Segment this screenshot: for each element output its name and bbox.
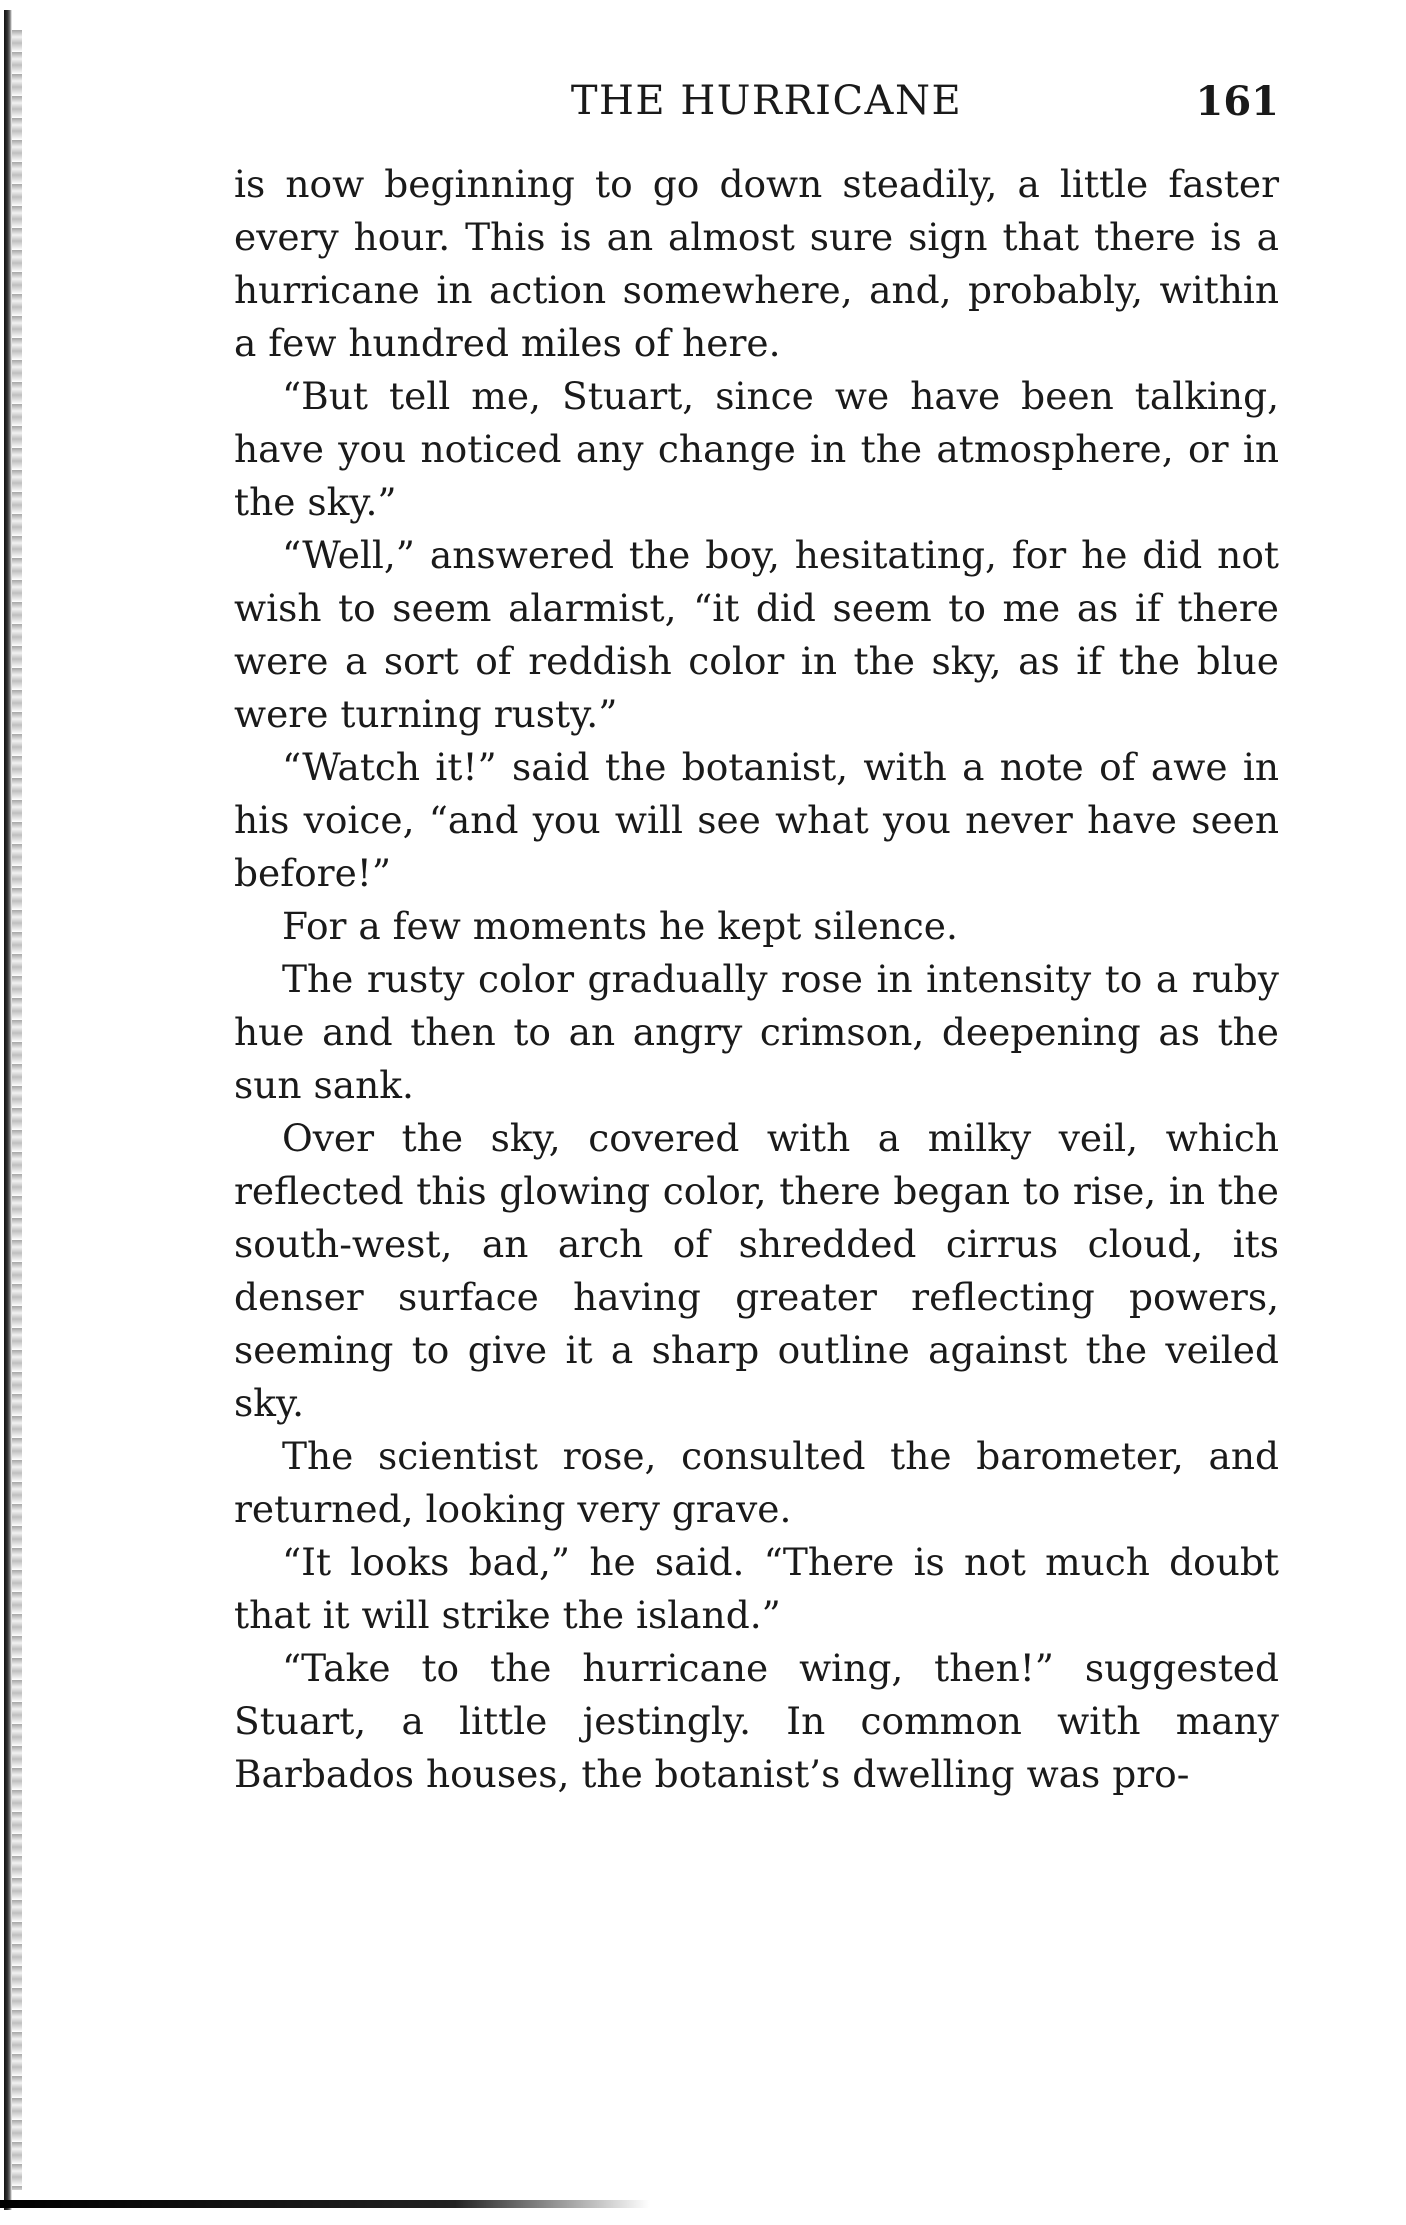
paragraph: “It looks bad,” he said. “There is not much doubt that it will strike the island.”: [234, 1540, 1279, 1637]
paragraph: “But tell me, Stuart, since we have been talking, have you noticed any change in the atmosphere, or in the sky.”: [234, 374, 1279, 524]
page-bottom-shadow: [0, 2200, 650, 2208]
page-number: 161: [1195, 78, 1279, 125]
page-header: [234, 78, 1279, 134]
paragraph: The rusty color gradually rose in intensity to a ruby hue and then to an angry crimson, deepening as the sun sank.: [234, 957, 1279, 1107]
page-binding-edge: [12, 30, 22, 2190]
paragraph: “Watch it!” said the botanist, with a note of awe in his voice, “and you will see what you never have seen before!”: [234, 745, 1279, 895]
running-head: THE HURRICANE: [570, 78, 963, 124]
page-binding-shadow: [4, 10, 12, 2210]
paragraph: is now beginning to go down steadily, a little faster every hour. This is an almost sure sign that there is a hurricane in action somewhere, and, probably, within a few hundred miles of here.: [234, 162, 1279, 365]
paragraph: “Take to the hurricane wing, then!” suggested Stuart, a little jestingly. In common with many Barbados houses, the botanist’s dwelling was pro-: [234, 1646, 1279, 1796]
paragraph: Over the sky, covered with a milky veil, which reflected this glowing color, there began to rise, in the south-west, an arch of shredded cirrus cloud, its denser surface having greater reflecting powers, seeming to give it a sharp outline against the veiled sky.: [234, 1116, 1279, 1425]
paragraph: For a few moments he kept silence.: [282, 904, 958, 948]
paragraph: The scientist rose, consulted the barometer, and returned, looking very grave.: [234, 1434, 1279, 1531]
body-text: [234, 158, 1279, 1801]
paragraph: “Well,” answered the boy, hesitating, for he did not wish to seem alarmist, “it did seem to me as if there were a sort of reddish color in the sky, as if the blue were turning rusty.”: [234, 533, 1279, 736]
